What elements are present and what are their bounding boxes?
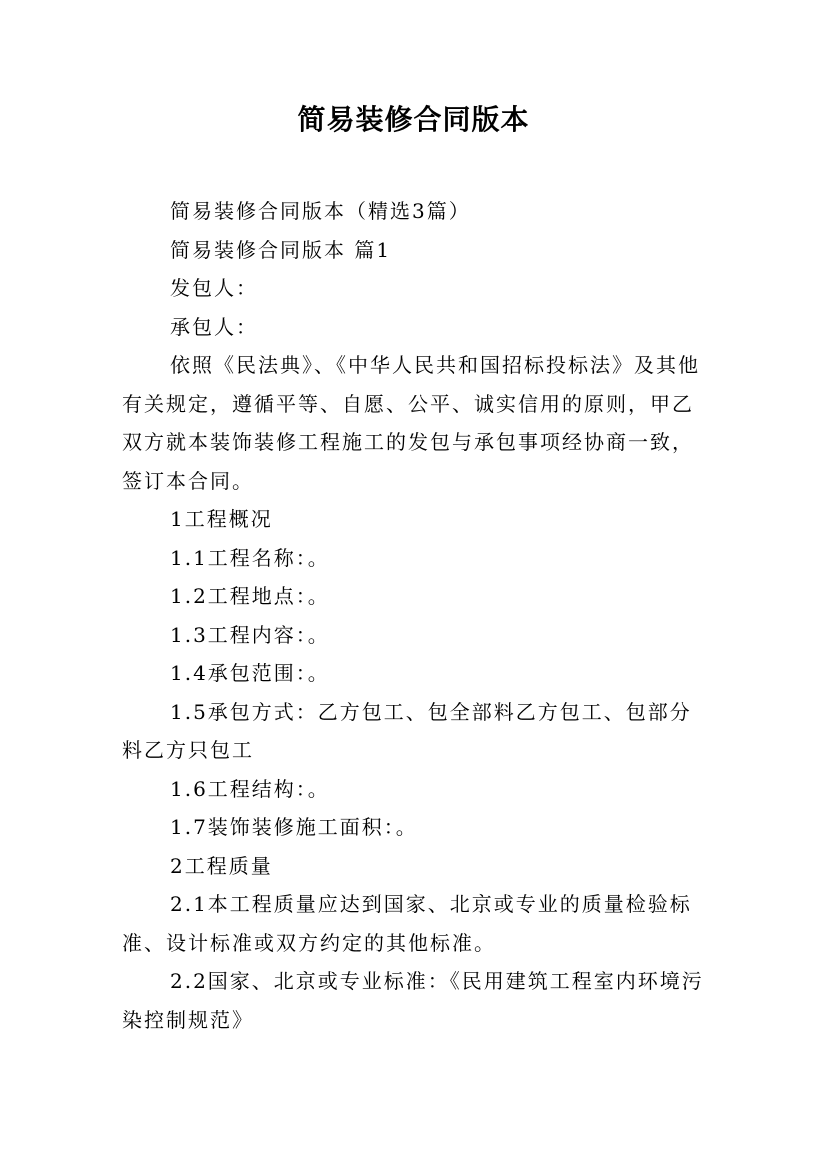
paragraph: 2.1本工程质量应达到国家、北京或专业的质量检验标准、设计标准或双方约定的其他标准。 xyxy=(122,892,692,955)
paragraph: 1.2工程地点：。 xyxy=(170,584,330,608)
paragraph: 1.6工程结构：。 xyxy=(170,776,330,801)
document-title: 简易装修合同版本 xyxy=(297,103,530,136)
paragraph: 发包人： xyxy=(170,276,258,300)
paragraph: 1.7装饰装修施工面积：。 xyxy=(170,815,418,839)
paragraph: 承包人： xyxy=(170,314,258,339)
paragraph: 简易装修合同版本（精选3篇） xyxy=(170,199,471,223)
paragraph: 1工程概况 xyxy=(170,507,273,531)
paragraph: 1.4承包范围：。 xyxy=(170,661,330,685)
paragraph: 1.1工程名称：。 xyxy=(170,545,330,570)
paragraph: 依照《民法典》、《中华人民共和国招标投标法》及其他有关规定，遵循平等、自愿、公平、诚实信用的原则，甲乙双方就本装饰装修工程施工的发包与承包事项经协商一致，签订本合同。 xyxy=(122,353,700,493)
paragraph: 1.3工程内容：。 xyxy=(170,622,330,647)
paragraph: 2工程质量 xyxy=(170,853,273,878)
document-body xyxy=(122,192,712,1039)
paragraph: 2.2国家、北京或专业标准：《民用建筑工程室内环境污染控制规范》 xyxy=(122,969,704,1032)
paragraph: 1.5承包方式：乙方包工、包全部料乙方包工、包部分料乙方只包工 xyxy=(122,699,692,762)
paragraph: 简易装修合同版本 篇1 xyxy=(170,237,392,262)
